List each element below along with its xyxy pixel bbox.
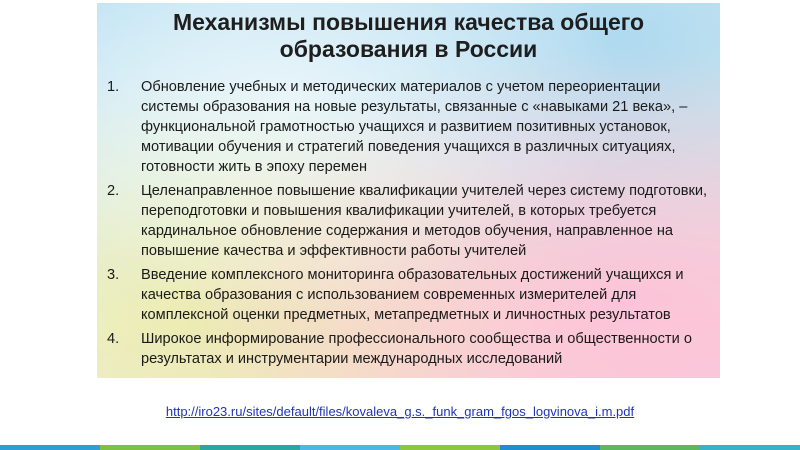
slide-title bbox=[97, 3, 720, 63]
footer-stripe bbox=[100, 445, 200, 450]
list-item-number: 1. bbox=[107, 79, 120, 95]
list-item-text: Широкое информирование профессионального сообщества и общественности о результатах и инструментарии международных исследований bbox=[141, 331, 692, 367]
mechanisms-list bbox=[107, 77, 712, 373]
slide-card bbox=[97, 3, 720, 378]
list-item-number: 2. bbox=[107, 183, 120, 199]
list-item-text: Целенаправленное повышение квалификации учителей через систему подготовки, переподготовки и повышения квалификации учителей, в которых требуется кардинальное обновление содержания и методов обучения, направленное на повышение качества и эффективности работы учителей bbox=[141, 183, 708, 259]
list-item bbox=[107, 77, 712, 177]
list-item bbox=[107, 329, 712, 369]
footer-stripe bbox=[300, 445, 400, 450]
list-item-number: 4. bbox=[107, 331, 120, 347]
source-link-row bbox=[0, 404, 800, 420]
slide-title-line-1: Механизмы повышения качества общего bbox=[172, 9, 645, 35]
list-item-text: Обновление учебных и методических материалов с учетом переориентации системы образования на новые результаты, связанные с «навыками 21 века», – функциональной грамотностью учащихся и развитием позитивных установок, мотивации обучения и стратегий поведения учащихся в различных ситуациях, готовности жить в эпоху перемен bbox=[141, 79, 688, 175]
footer-stripe bbox=[700, 445, 800, 450]
footer-color-bar bbox=[0, 445, 800, 450]
footer-stripe bbox=[500, 445, 600, 450]
footer-stripe bbox=[200, 445, 300, 450]
slide-title-line-2: образования в России bbox=[279, 36, 538, 62]
footer-stripe bbox=[600, 445, 700, 450]
list-item bbox=[107, 265, 712, 325]
footer-stripe bbox=[400, 445, 500, 450]
list-item bbox=[107, 181, 712, 261]
list-item-number: 3. bbox=[107, 267, 120, 283]
footer-stripe bbox=[0, 445, 100, 450]
list-item-text: Введение комплексного мониторинга образовательных достижений учащихся и качества образования с использованием современных измерителей для комплексной оценки предметных, метапредметных и личностных результатов bbox=[141, 267, 684, 323]
source-link[interactable]: http://iro23.ru/sites/default/files/kovaleva_g.s._funk_gram_fgos_logvinova_i.m.pdf bbox=[165, 404, 635, 419]
